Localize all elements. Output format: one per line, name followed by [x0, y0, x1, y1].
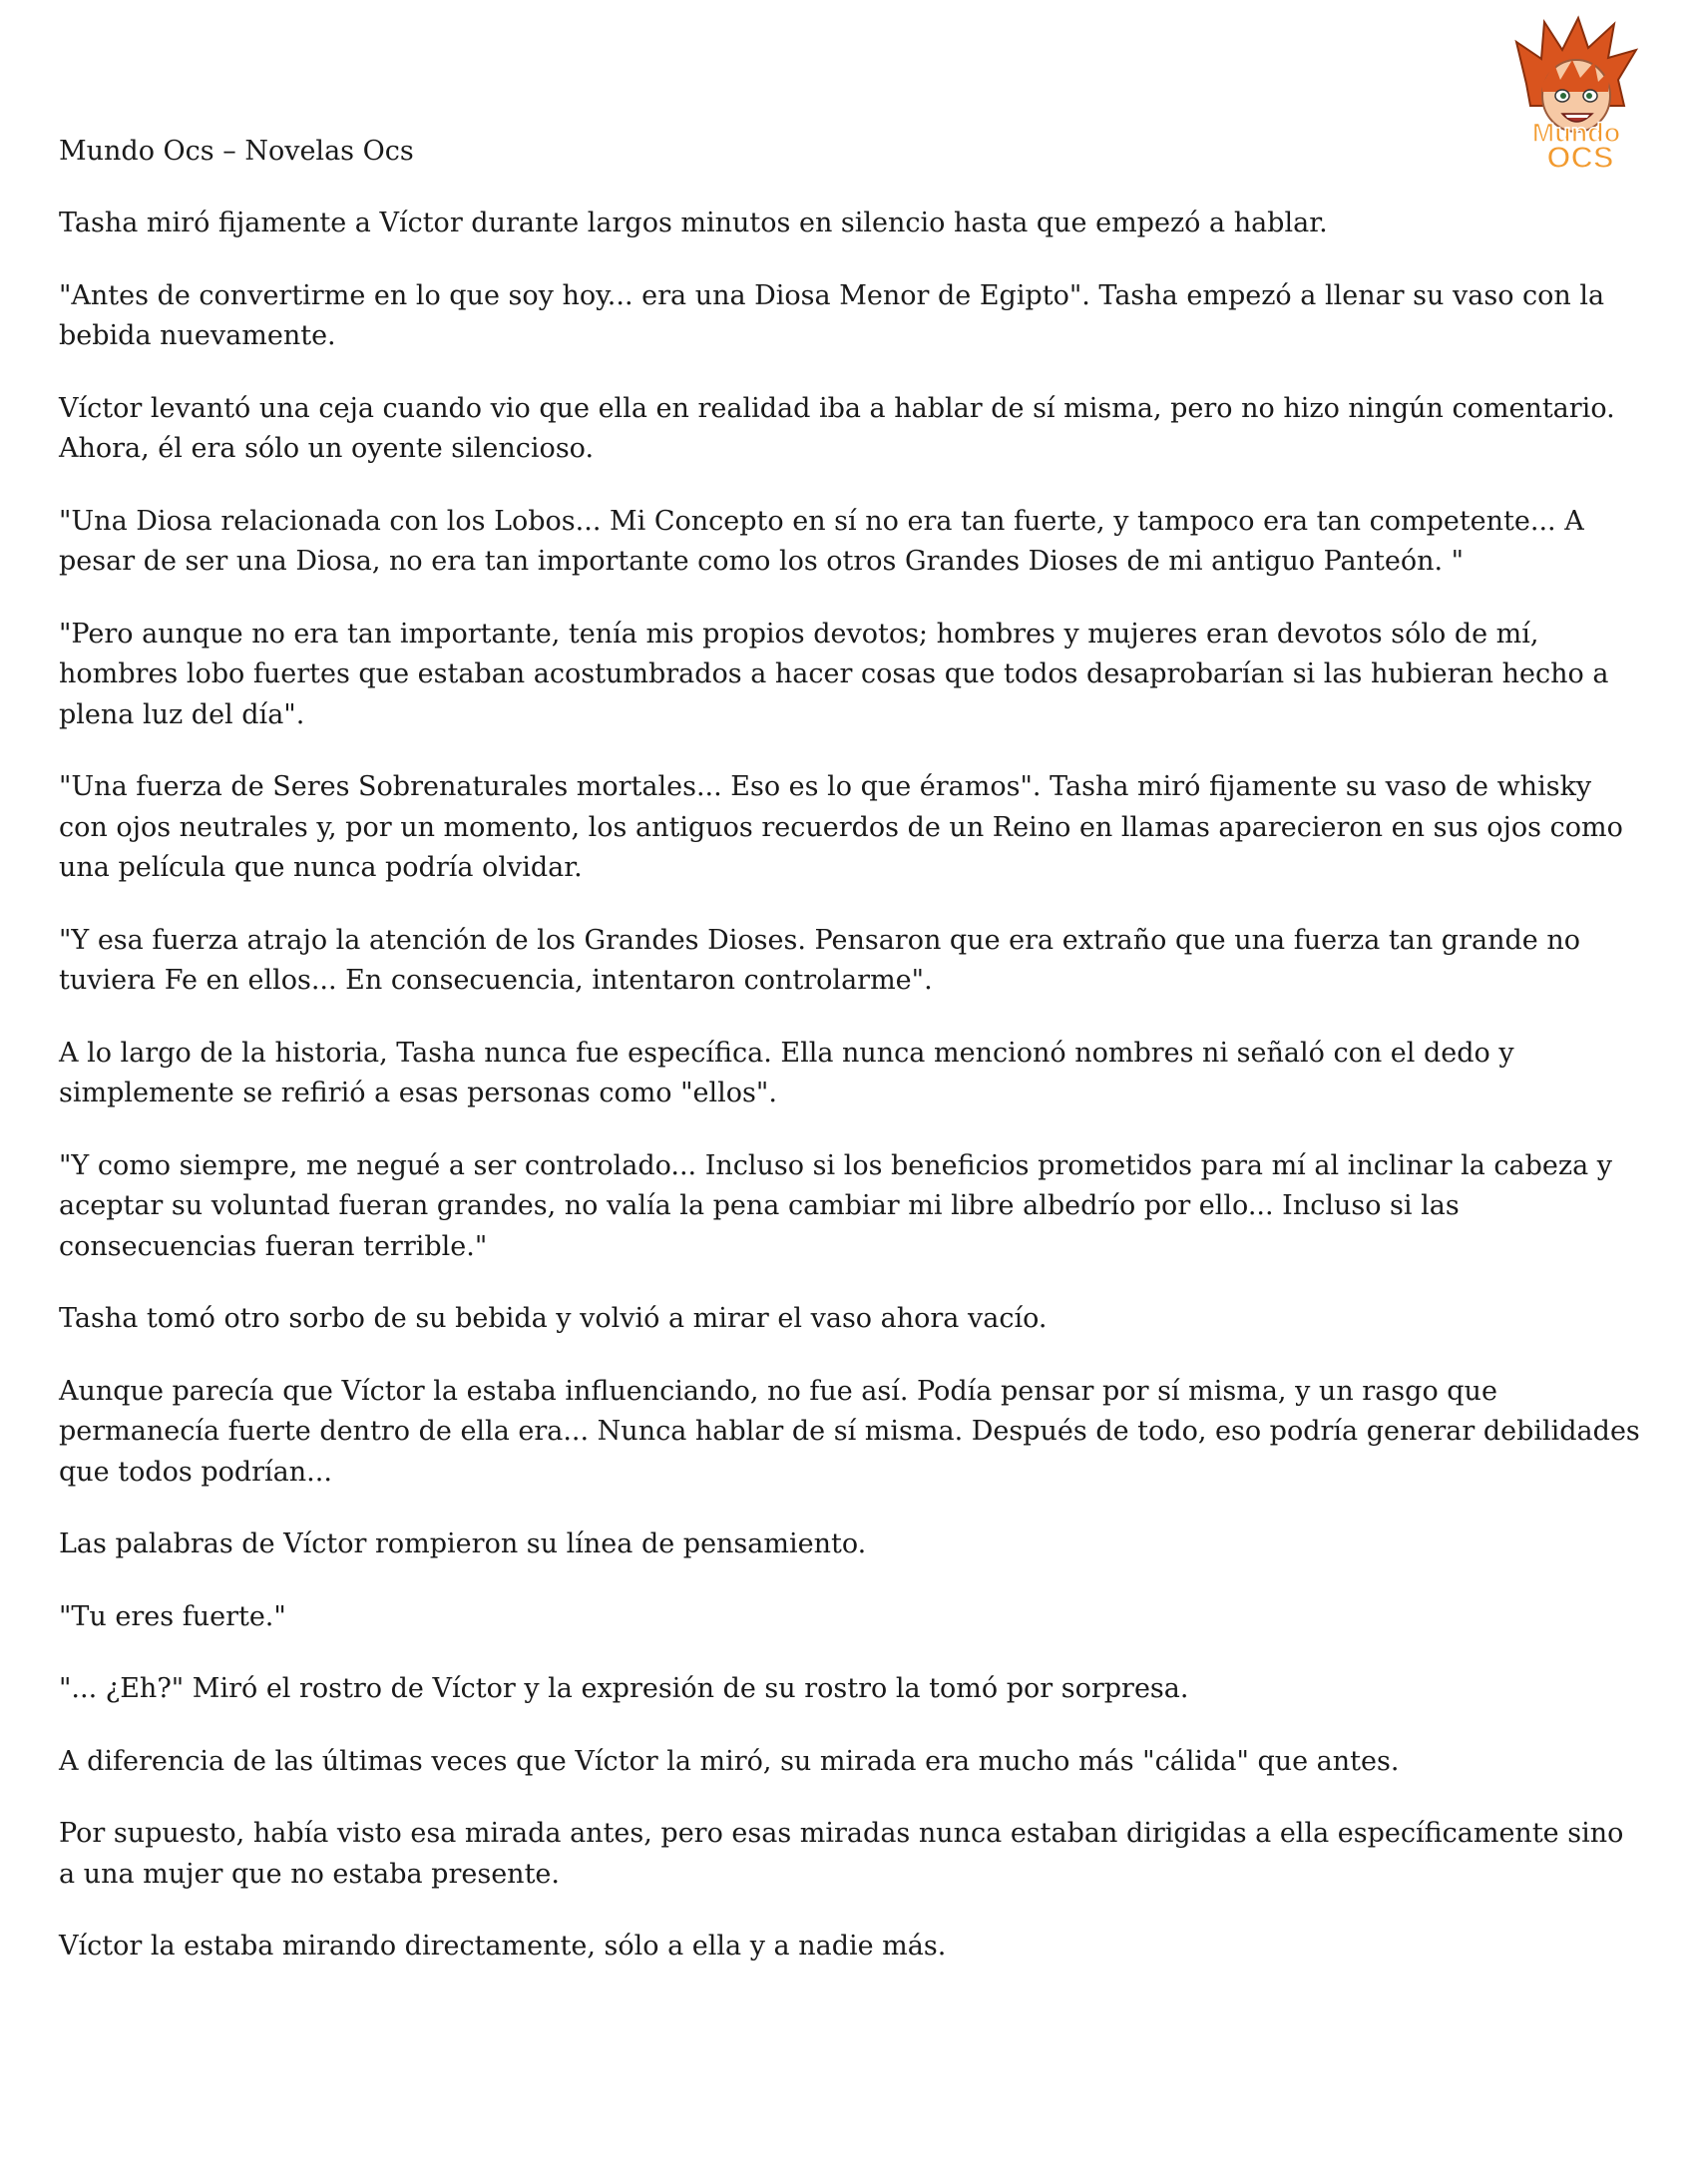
paragraph: "Una fuerza de Seres Sobrenaturales mortales... Eso es lo que éramos". Tasha miró fijamente su vaso de whisky con ojos neutrales y, por un momento, los antiguos recuerdos de un Reino en llamas aparecieron en sus ojos como una película que nunca podría olvidar.: [59, 771, 1623, 883]
paragraph: "Tu eres fuerte.": [59, 1600, 286, 1632]
logo-wordmark-line2: OCS: [1546, 140, 1614, 174]
paragraph: Las palabras de Víctor rompieron su línea de pensamiento.: [59, 1529, 867, 1559]
paragraph: Tasha tomó otro sorbo de su bebida y volvió a mirar el vaso ahora vacío.: [59, 1303, 1048, 1334]
paragraph: "... ¿Eh?" Miró el rostro de Víctor y la expresión de su rostro la tomó por sorpresa.: [59, 1673, 1189, 1704]
site-title: Mundo Ocs – Novelas Ocs: [59, 136, 414, 167]
paragraph: Aunque parecía que Víctor la estaba influenciando, no fue así. Podía pensar por sí misma, y un rasgo que permanecía fuerte dentro de ella era... Nunca hablar de sí misma. Después de todo, eso podría generar debilidades que todos podrían...: [59, 1375, 1640, 1488]
paragraph: "Y esa fuerza atrajo la atención de los Grandes Dioses. Pensaron que era extraño que una fuerza tan grande no tuviera Fe en ellos... En consecuencia, intentaron controlarme".: [59, 924, 1580, 996]
paragraph: A diferencia de las últimas veces que Víctor la miró, su mirada era mucho más "cálida" que antes.: [59, 1745, 1400, 1777]
paragraph: A lo largo de la historia, Tasha nunca fue específica. Ella nunca mencionó nombres ni señaló con el dedo y simplemente se refirió a esas personas como "ellos".: [59, 1037, 1514, 1108]
document-body: [59, 132, 1645, 1999]
paragraph: "Y como siempre, me negué a ser controlado... Incluso si los beneficios prometidos para mí al inclinar la cabeza y aceptar su voluntad fueran grandes, no valía la pena cambiar mi libre albedrío por ello... Incluso si las consecuencias fueran terrible.": [59, 1149, 1613, 1262]
paragraph: Tasha miró fijamente a Víctor durante largos minutos en silencio hasta que empezó a hablar.: [59, 208, 1328, 238]
logo-wordmark-line1: Mundo: [1531, 118, 1621, 148]
paragraph: Víctor levantó una ceja cuando vio que ella en realidad iba a hablar de sí misma, pero no hizo ningún comentario. Ahora, él era sólo un oyente silencioso.: [59, 392, 1615, 464]
paragraph: Víctor la estaba mirando directamente, sólo a ella y a nadie más.: [59, 1931, 947, 1962]
paragraph: "Pero aunque no era tan importante, tenía mis propios devotos; hombres y mujeres eran devotos sólo de mí, hombres lobo fuertes que estaban acostumbrados a hacer cosas que todos desaprobarían si las hubieran hecho a plena luz del día".: [59, 618, 1609, 730]
paragraph: Por supuesto, había visto esa mirada antes, pero esas miradas nunca estaban dirigidas a ella específicamente sino a una mujer que no estaba presente.: [59, 1818, 1624, 1890]
paragraph: "Antes de convertirme en lo que soy hoy... era una Diosa Menor de Egipto". Tasha empezó a llenar su vaso con la bebida nuevamente.: [59, 279, 1605, 351]
paragraph: "Una Diosa relacionada con los Lobos... Mi Concepto en sí no era tan fuerte, y tampoco era tan competente... A pesar de ser una Diosa, no era tan importante como los otros Grandes Dioses de mi antiguo Panteón. ": [59, 505, 1584, 577]
